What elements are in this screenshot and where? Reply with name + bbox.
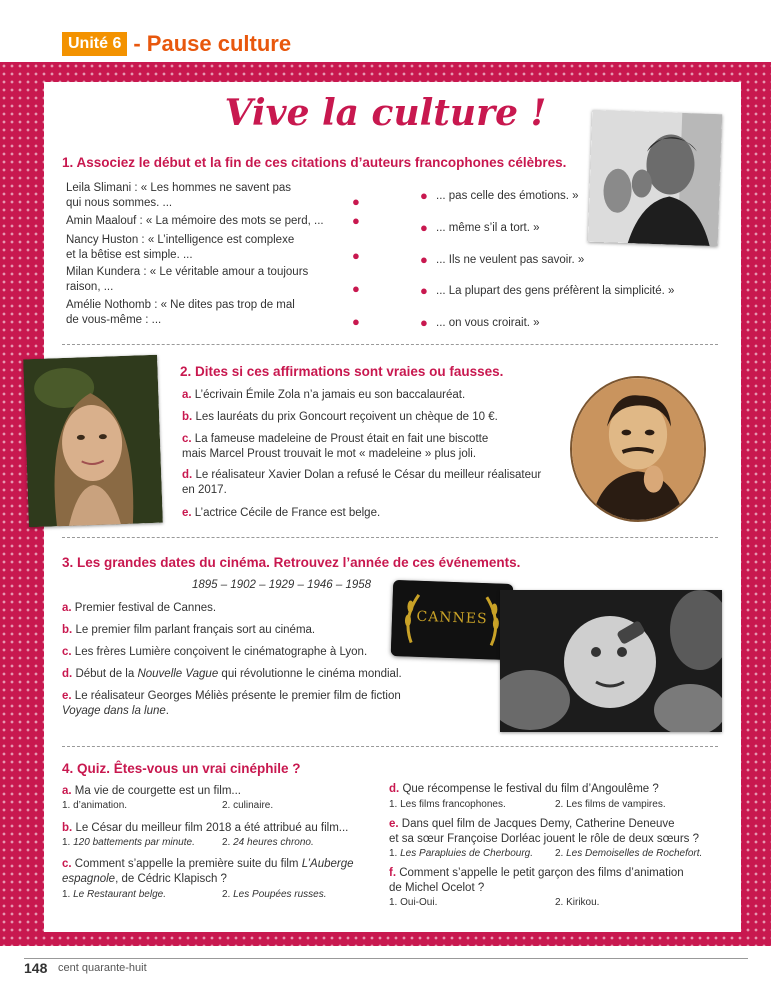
section-4-title: 4. Quiz. Êtes-vous un vrai cinéphile ? <box>62 761 301 776</box>
match-dot-left-2[interactable]: ● <box>352 213 360 228</box>
quiz-e-option-1[interactable]: 1. Les Parapluies de Cherbourg. <box>389 848 533 859</box>
dates-list: 1895 – 1902 – 1929 – 1946 – 1958 <box>192 579 372 591</box>
quiz-c-option-2[interactable]: 2. Les Poupées russes. <box>222 889 327 900</box>
quote-end-2: ... même s’il a tort. » <box>436 222 540 234</box>
unit-badge: Unité 6 <box>62 32 127 56</box>
quote-end-3: ... Ils ne veulent pas savoir. » <box>436 254 585 266</box>
quiz-f-option-2[interactable]: 2. Kirikou. <box>555 897 600 908</box>
s2-item-c: c. La fameuse madeleine de Proust était en fait une biscotte mais Marcel Proust trouvait le mot « madeleine » plus joli. <box>182 433 489 460</box>
quote-start-2: Amin Maalouf : « La mémoire des mots se perd, ... <box>66 215 324 227</box>
match-dot-right-5[interactable]: ● <box>420 315 428 330</box>
unit-header <box>62 30 291 58</box>
quiz-b-option-2[interactable]: 2. 24 heures chrono. <box>222 837 314 848</box>
quote-end-5: ... on vous croirait. » <box>436 317 540 329</box>
section-1-title: 1. Associez le début et la fin de ces citations d’auteurs francophones célèbres. <box>62 155 567 170</box>
quiz-a-option-1[interactable]: 1. d’animation. <box>62 800 128 811</box>
s2-item-e: e. L’actrice Cécile de France est belge. <box>182 507 381 519</box>
divider-3 <box>62 746 718 747</box>
s2-item-a: a. L’écrivain Émile Zola n’a jamais eu son baccalauréat. <box>182 389 466 401</box>
match-dot-left-1[interactable]: ● <box>352 194 360 209</box>
match-dot-left-3[interactable]: ● <box>352 248 360 263</box>
quote-start-4: Milan Kundera : « Le véritable amour a toujours raison, ... <box>66 266 309 293</box>
quiz-a-question: a. Ma vie de courgette est un film... <box>62 785 241 797</box>
quiz-a-option-2[interactable]: 2. culinaire. <box>222 800 274 811</box>
s3-item-c: c. Les frères Lumière conçoivent le cinématographe à Lyon. <box>62 646 368 658</box>
section-3-title: 3. Les grandes dates du cinéma. Retrouvez l’année de ces événements. <box>62 555 521 570</box>
quiz-f-option-1[interactable]: 1. Oui-Oui. <box>389 897 438 908</box>
quote-end-4: ... La plupart des gens préfèrent la simplicité. » <box>436 285 675 297</box>
divider-2 <box>62 537 718 538</box>
quiz-b-question: b. Le César du meilleur film 2018 a été attribué au film... <box>62 822 349 834</box>
cannes-logo-text: CANNES <box>416 608 488 628</box>
cecile-de-france-photo <box>23 355 163 528</box>
s2-item-b: b. Les lauréats du prix Goncourt reçoivent un chèque de 10 €. <box>182 411 498 423</box>
quote-start-5: Amélie Nothomb : « Ne dites pas trop de mal de vous-même : ... <box>66 299 295 326</box>
footer-rule <box>24 958 748 959</box>
s2-item-d: d. Le réalisateur Xavier Dolan a refusé le César du meilleur réalisateur en 2017. <box>182 469 542 496</box>
divider-1 <box>62 344 718 345</box>
s3-item-d: d. Début de la Nouvelle Vague qui révolutionne le cinéma mondial. <box>62 668 402 680</box>
quiz-e-question: e. Dans quel film de Jacques Demy, Catherine Deneuve et sa sœur Françoise Dorléac jouent le rôle de deux sœurs ? <box>389 818 699 845</box>
voyage-dans-la-lune-still <box>500 590 722 732</box>
match-dot-left-5[interactable]: ● <box>352 314 360 329</box>
match-dot-right-3[interactable]: ● <box>420 252 428 267</box>
quiz-d-question: d. Que récompense le festival du film d’Angoulême ? <box>389 783 659 795</box>
quiz-c-question: c. Comment s’appelle la première suite du film L’Auberge espagnole, de Cédric Klapisch ? <box>62 858 354 885</box>
quiz-d-option-2[interactable]: 2. Les films de vampires. <box>555 799 666 810</box>
page-title: Vive la culture ! <box>224 92 547 134</box>
match-dot-right-2[interactable]: ● <box>420 220 428 235</box>
s3-item-e: e. Le réalisateur Georges Méliès présente le premier film de fiction Voyage dans la lune. <box>62 690 401 717</box>
quiz-b-option-1[interactable]: 1. 120 battements par minute. <box>62 837 195 848</box>
kundera-photo <box>588 110 723 246</box>
quote-end-1: ... pas celle des émotions. » <box>436 190 579 202</box>
unit-title: - Pause culture <box>133 31 292 56</box>
match-dot-right-1[interactable]: ● <box>420 188 428 203</box>
proust-portrait <box>570 376 706 522</box>
quote-start-3: Nancy Huston : « L’intelligence est complexe et la bêtise est simple. ... <box>66 234 295 261</box>
s3-item-b: b. Le premier film parlant français sort au cinéma. <box>62 624 316 636</box>
quiz-f-question: f. Comment s’appelle le petit garçon des films d’animation de Michel Ocelot ? <box>389 867 684 894</box>
match-dot-right-4[interactable]: ● <box>420 283 428 298</box>
quiz-e-option-2[interactable]: 2. Les Demoiselles de Rochefort. <box>555 848 703 859</box>
s3-item-a: a. Premier festival de Cannes. <box>62 602 217 614</box>
quiz-d-option-1[interactable]: 1. Les films francophones. <box>389 799 506 810</box>
page-number: 148 <box>24 960 48 976</box>
quiz-c-option-1[interactable]: 1. Le Restaurant belge. <box>62 889 166 900</box>
cannes-logo <box>391 580 514 660</box>
match-dot-left-4[interactable]: ● <box>352 281 360 296</box>
page-number-words: cent quarante-huit <box>58 962 147 974</box>
section-2-title: 2. Dites si ces affirmations sont vraies ou fausses. <box>180 364 504 379</box>
quote-start-1: Leila Slimani : « Les hommes ne savent pas qui nous sommes. ... <box>66 182 292 209</box>
